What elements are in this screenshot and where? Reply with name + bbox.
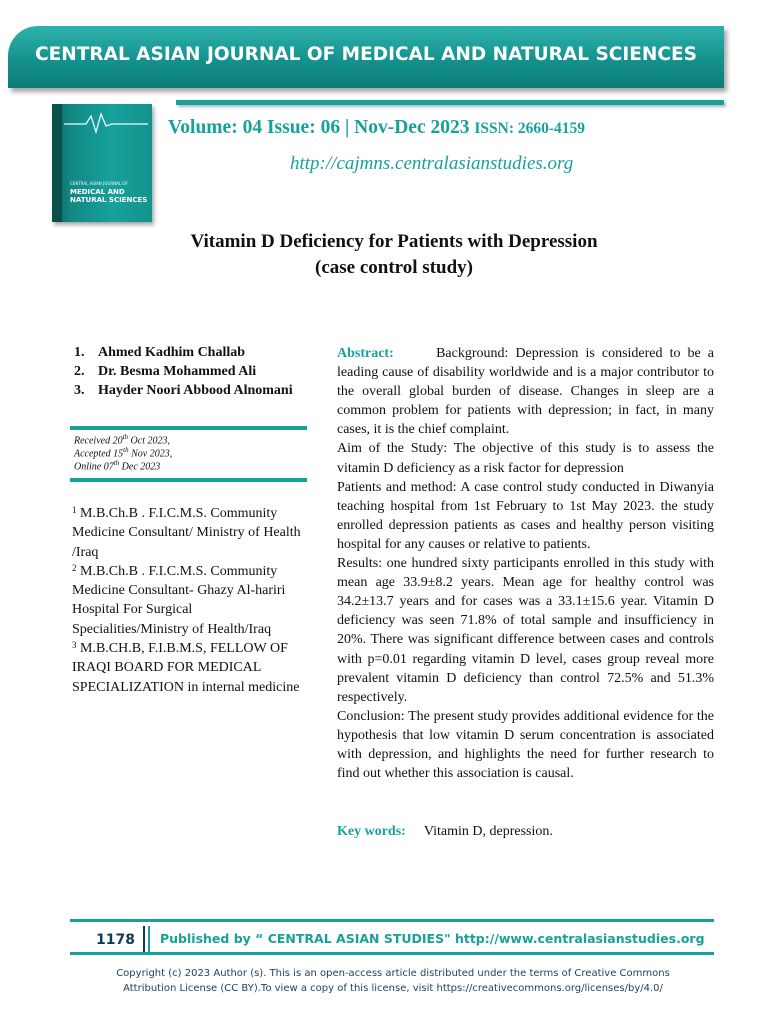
accepted-date: Accepted 15th Nov 2023, [74, 446, 173, 460]
page-number: 1178 [96, 932, 135, 948]
article-subtitle: (case control study) [315, 257, 473, 278]
footer-separator-accent [148, 926, 150, 954]
author-item [74, 345, 245, 361]
cover-spine [52, 104, 62, 222]
author-item [74, 383, 293, 399]
abstract-conclusion: Conclusion: The present study provides additional evidence for the hypothesis that low vitamin D serum concentration is associated with depression, and highlights the need for further research to find out whether this association is causal. [337, 708, 714, 782]
author-number: 1. [74, 345, 85, 360]
abstract-background: Abstract: Background: Depression is considered to be a leading cause of disability worldwide and is a major contributor to the overall global burden of disease. Changes in sleep are a common problem for patients with depression; in fact, in many cases, it is the chief complaint. [337, 346, 714, 438]
keywords-label: Key words: [337, 824, 406, 839]
header-rule [176, 100, 724, 105]
author-number: 3. [74, 383, 85, 398]
copyright-line: Copyright (c) 2023 Author (s). This is an open-access article distributed under the terms of Creative Commons [116, 968, 670, 979]
article-title: Vitamin D Deficiency for Patients with Depression [190, 231, 598, 252]
affiliation-item: $^3$ M.B.CH.B, F.I.B.M.S, FELLOW OF IRAQI BOARD FOR MEDICAL SPECIALIZATION in internal medicine [72, 640, 300, 695]
cover-small-text: CENTRAL ASIAN JOURNAL OF [70, 181, 128, 186]
abstract-label: Abstract: [337, 346, 394, 361]
affiliation-item: $^1$ M.B.Ch.B . F.I.C.M.S. Community Medicine Consultant/ Ministry of Health /Iraq [72, 505, 301, 560]
dates-top-rule [70, 426, 307, 430]
affiliations [72, 504, 312, 697]
dates-bottom-rule [70, 478, 307, 482]
abstract-methods: Patients and method: A case control study conducted in Diwanyia teaching hospital from 1st February to 1st May 2023. the study enrolled depression patients as cases and healthy person visiting hospital for any causes or relative to patients. [337, 479, 714, 552]
author-name: Hayder Noori Abbood Alnomani [98, 383, 293, 398]
cover-main-text: MEDICAL AND NATURAL SCIENCES [70, 188, 148, 204]
affiliation-item: $^2$ M.B.Ch.B . F.I.C.M.S. Community Medicine Consultant- Ghazy Al-hariri Hospital For Surgical Specialities/Ministry of Health/Iraq [72, 562, 286, 637]
keywords [337, 824, 553, 840]
publisher-line[interactable]: Published by “ CENTRAL ASIAN STUDIES" http://www.centralasianstudies.org [160, 931, 705, 946]
heartbeat-icon [64, 112, 148, 134]
abstract-aim: Aim of the Study: The objective of this study is to assess the vitamin D deficiency as a risk factor for depression [337, 441, 714, 476]
author-name: Ahmed Kadhim Challab [98, 345, 246, 360]
footer-separator [143, 926, 145, 954]
copyright-notice [40, 966, 746, 996]
footer-rule-top [70, 919, 714, 922]
received-date: Received 20th Oct 2023, [74, 433, 170, 447]
volume-issue [168, 117, 585, 139]
journal-url[interactable]: http://cajmns.centralasianstudies.org [290, 153, 574, 174]
issn: ISSN: 2660-4159 [474, 120, 586, 137]
author-name: Dr. Besma Mohammed Ali [98, 364, 257, 379]
author-number: 2. [74, 364, 85, 379]
footer-rule-bottom [70, 952, 714, 955]
journal-title: CENTRAL ASIAN JOURNAL OF MEDICAL AND NATURAL SCIENCES [35, 44, 697, 65]
copyright-line[interactable]: Attribution License (CC BY).To view a copy of this license, visit https://creativecommons.org/licenses/by/4.0/ [123, 983, 663, 994]
abstract [337, 344, 714, 783]
abstract-results: Results: one hundred sixty participants enrolled in this study with mean age 33.9±8.2 years. Mean age for healthy control was 34.2±13.7 years and for cases was a 33.1±15.6 year. Vitamin D deficiency was seen 71.8% of total sample and insufficiency in 20%. There was significant difference between cases and controls with p=0.01 regarding vitamin D level, cases group reveal more prevalent vitamin D deficiency than control 72.5% and 51.3% respectively. [337, 556, 714, 705]
online-date: Online 07th Dec 2023 [74, 459, 161, 473]
volume-text: Volume: 04 Issue: 06 | Nov-Dec 2023 [168, 117, 470, 138]
author-item [74, 364, 256, 380]
keywords-text: Vitamin D, depression. [423, 824, 553, 839]
